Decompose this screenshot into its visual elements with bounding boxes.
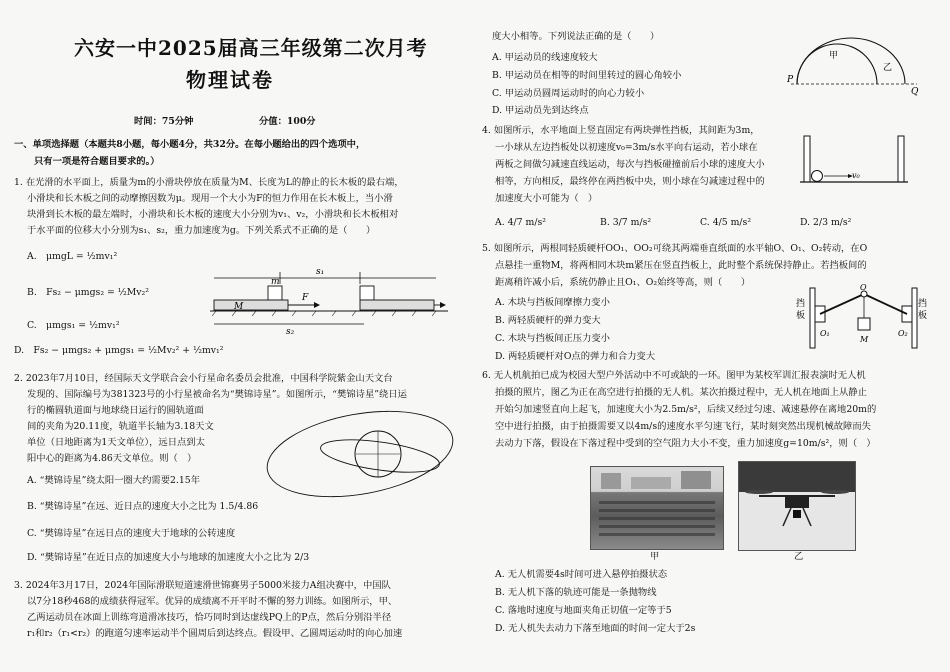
q2-option-c: C. “樊锦诗星”在远日点的速度大于地球的公转速度 [27,528,236,539]
q1-option-c: C. μmgs₁ = ½mv₁² [27,320,120,331]
q2-line-6: 阳中心的距离为4.86天文单位。则（ ） [27,453,197,464]
q1-option-a: A. μmgL = ½mv₁² [27,251,118,262]
q3-line-3: 乙两运动员在冰面上训练弯道滑冰技巧，恰巧同时到达虚线PQ上的P点，然后分别沿半径 [27,612,392,623]
q5-rod-2 [864,294,907,314]
q3-line-4: r₁和r₂（r₁<r₂）的跑道匀速率运动半个圆周后到达终点。假设甲、乙圆周运动时的向心加速 [27,628,403,639]
q5-option-d: D. 两轻质硬杆对O点的弹力和合力变大 [495,351,656,362]
q3-jia-label: 甲 [829,51,839,61]
q1-s1-label: s₁ [316,267,325,277]
q5-left-baffle [810,288,815,348]
q1-option-d: D. Fs₂ − μmgs₂ + μmgs₁ = ½Mv₂² + ½mv₁² [14,345,224,356]
q5-baffle-left-label-2: 板 [796,311,806,321]
q6-option-d: D. 无人机失去动力下落至地面的时间一定大于2s [495,623,696,634]
q2-line-4: 间的夹角为20.11度，轨道半长轴为3.18天文 [27,421,214,432]
q2-line-3: 行的椭圆轨道面与地球绕日运行的圆轨道面 [27,405,204,416]
q2-line-1: 2. 2023年7月10日，经国际天文学联合会小行星命名委员会批准，中国科学院紫金山天文台 [14,373,393,384]
q6-option-c: C. 落地时速度与地面夹角正切值一定等于5 [495,605,672,616]
q3-option-b: B. 甲运动员在相等的时间里转过的圆心角较小 [492,70,682,81]
q3-yi-label: 乙 [883,63,893,73]
photo-caption-yi: 乙 [794,551,804,562]
q4-line-1: 4. 如图所示，水平地面上竖直固定有两块弹性挡板，其间距为3m， [482,125,760,136]
q4-option-b: B. 3/7 m/s² [600,217,652,228]
q1-board-start [214,300,288,310]
q5-option-c: C. 木块与挡板间正压力变小 [495,333,610,344]
q5-line-3: 距离稍许减小后，系统仍静止且O₁、O₂始终等高，则（ ） [495,277,751,288]
q5-O-label: O [860,284,867,292]
q5-O2-label: O₂ [898,329,908,338]
formation-texture [591,467,723,549]
q1-option-b: B. Fs₂ − μmgs₂ = ½Mv₂² [27,287,149,298]
q5-M-label: M [860,335,869,344]
q1-line-1: 1. 在光滑的水平面上，质量为m的小滑块停放在质量为M、长度为L的静止的长木板的最右端， [14,177,404,188]
q3-option-d: D. 甲运动员先到达终点 [492,105,589,116]
q1-board-end [360,300,434,310]
left-column [14,14,474,664]
q5-O1-label: O₁ [820,329,830,338]
exam-score: 分值：100分 [259,116,316,127]
right-column [482,10,942,665]
q4-line-2: 一小球从左边挡板处以初速度v₀=3m/s水平向右运动，若小球在 [495,142,758,153]
q4-option-a: A. 4/7 m/s² [495,217,546,228]
exam-title: 六安一中2025届高三年级第二次月考 [74,36,428,60]
drone-photo-aircraft [738,461,856,551]
q5-baffle-left-label-1: 挡 [796,299,806,309]
q6-line-2: 拍摄的照片，图乙为正在高空进行拍摄的无人机。某次拍摄过程中，无人机在地面上从静止 [495,387,867,398]
q3-line-2: 以7分18秒468的成绩获得冠军。优异的成绩离不开平时不懈的努力训练。如图所示，甲、 [27,596,398,607]
q3-P-label: P [787,75,794,85]
q5-right-baffle [912,288,917,348]
q3-track-diagram [787,32,927,96]
q1-block-m-end [360,286,374,300]
q5-baffle-right-label-1: 挡 [918,299,928,309]
q4-diagram [800,132,910,192]
q6-option-a: A. 无人机需要4s时间可进入悬停拍摄状态 [495,569,668,580]
photo-caption-jia: 甲 [650,551,660,562]
q6-line-4: 空中进行拍摄，由于拍摄需要又以4m/s的速度水平匀速飞行，某时刻突然出现机械故障而失 [495,421,871,432]
q5-baffle-right-label-2: 板 [918,311,928,321]
q4-line-4: 相等，方向相反，最终停在两挡板中央，则小球在匀减速过程中的 [495,176,765,187]
q5-rod-1 [820,294,864,314]
q4-line-5: 加速度大小可能为（ ） [495,193,598,204]
exam-time: 时间：75分钟 [134,116,194,127]
q3-option-a: A. 甲运动员的线速度较大 [492,52,598,63]
q2-earth-orbit [319,434,442,478]
q4-option-d: D. 2/3 m/s² [800,217,852,228]
drone-icon [739,462,855,550]
q3-option-c: C. 甲运动员圆周运动时的向心力较小 [492,88,645,99]
section-title-2: 只有一项是符合题目要求的。） [34,156,160,167]
q4-option-c: C. 4/5 m/s² [700,217,752,228]
q2-line-5: 单位（日地距离为1天文单位），远日点到太 [27,437,205,448]
q6-option-b: B. 无人机下落的轨迹可能是一条抛物线 [495,587,657,598]
q3-Q-label: Q [911,87,919,96]
q1-line-4: 于水平面的位移大小分别为s₁、s₂，重力加速度为g。下列关系式不正确的是（ ） [27,225,376,236]
subject-title: 物理试卷 [186,68,274,92]
q1-line-3: 块滑到长木板的最左端时，小滑块和长木板的速度大小分别为v₁、v₂，小滑块和长木板相对 [27,209,399,220]
q3-line-1: 3. 2024年3月17日，2024年国际滑联短道速滑世锦赛男子5000米接力A组决赛中，中国队 [14,580,391,591]
q5-option-b: B. 两轻质硬杆的弹力变大 [495,315,601,326]
q4-line-3: 两板之间做匀减速直线运动，每次与挡板碰撞前后小球的速度大小 [495,159,765,170]
q2-option-a: A. “樊锦诗星”绕太阳一圈大约需要2.15年 [27,475,200,486]
q3-inner-track [797,44,877,84]
q6-line-3: 开始匀加速竖直向上起飞，加速度大小为2.5m/s²，后续又经过匀速、减速悬停在离地20m的 [495,404,877,415]
drone-photo-formation [590,466,724,550]
q2-option-b: B. “樊锦诗星”在远、近日点的速度大小之比为 1.5/4.86 [27,501,259,512]
q5-line-2: 点悬挂一重物M，将两相同木块m紧压在竖直挡板上，此时整个系统保持静止。若挡板间的 [495,260,867,271]
q5-option-a: A. 木块与挡板间摩擦力变小 [495,297,610,308]
q1-F-label: F [302,293,309,303]
q4-v0-label: v₀ [852,171,860,180]
q1-line-2: 小滑块和长木板之间的动摩擦因数为μ。现用一个大小为F的恒力作用在长木板上，当小滑 [27,193,393,204]
q6-line-1: 6. 无人机航拍已成为校园大型户外活动中不可或缺的一环。图甲为某校军训汇报表演时无人机 [482,370,866,381]
q4-left-baffle [804,136,810,182]
q1-M-label: M [234,302,244,312]
q5-weight-M [858,318,870,330]
q1-m-label: m [271,277,280,287]
q1-s2-label: s₂ [286,327,295,336]
q6-line-5: 去动力下落，假设在下落过程中受到的空气阻力大小不变，重力加速度g=10m/s²，则（ ） [495,438,876,449]
q3-line-5: 度大小相等。下列说法正确的是（ ） [492,31,660,42]
q3-outer-track [797,38,905,84]
q2-line-2: 发现的、国际编号为381323号的小行星被命名为“樊锦诗星”。如图所示，“樊锦诗星”绕日运 [27,389,407,400]
q4-ball [812,171,823,182]
q4-right-baffle [898,136,904,182]
q1-block-m [268,286,282,300]
q2-option-d: D. “樊锦诗星”在近日点的加速度大小与地球的加速度大小之比为 2/3 [27,552,310,563]
section-title: 一、单项选择题（本题共8小题，每小题4分，共32分。在每小题给出的四个选项中， [14,139,366,150]
q5-diagram [794,284,934,354]
q1-diagram [210,256,450,336]
q5-line-1: 5. 如图所示，两根同轻质硬杆OO₁、OO₂可绕其两端垂直纸面的水平轴O、O₁、O₂转动，在O [482,243,868,254]
q2-orbit-diagram [260,406,460,502]
